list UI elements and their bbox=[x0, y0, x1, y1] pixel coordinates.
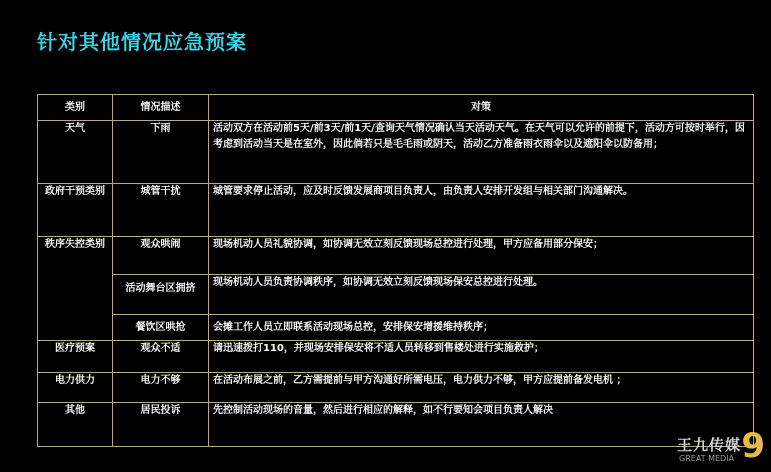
header-action: 对策 bbox=[209, 95, 754, 121]
row-category: 医疗预案 bbox=[38, 341, 113, 373]
emergency-plan-table bbox=[37, 94, 754, 447]
row-category: 天气 bbox=[38, 121, 113, 184]
row-action: 请迅速拨打110，并现场安排保安将不适人员转移到售楼处进行实施救护； bbox=[209, 341, 754, 373]
header-situation: 情况描述 bbox=[113, 95, 209, 121]
table-row bbox=[38, 341, 754, 373]
row-situation: 下雨 bbox=[113, 121, 209, 184]
row-action: 现场机动人员礼貌协调，如协调无效立刻反馈现场总控进行处理，甲方应备用部分保安； bbox=[209, 237, 754, 275]
table-row bbox=[38, 403, 754, 447]
row-category: 电力供力 bbox=[38, 373, 113, 403]
row-situation: 活动舞台区拥挤 bbox=[113, 275, 209, 315]
row-action: 现场机动人员负责协调秩序，如协调无效立刻反馈现场保安总控进行处理。 bbox=[209, 275, 754, 315]
logo-subtext: GREAT MEDIA bbox=[679, 454, 735, 463]
table-row bbox=[38, 275, 754, 315]
table-header-row bbox=[38, 95, 754, 121]
row-situation: 观众不适 bbox=[113, 341, 209, 373]
table-row bbox=[38, 121, 754, 184]
row-situation: 居民投诉 bbox=[113, 403, 209, 447]
row-action: 在活动布展之前，乙方需提前与甲方沟通好所需电压，电力供力不够，甲方应提前备发电机 ； bbox=[209, 373, 754, 403]
row-situation: 电力不够 bbox=[113, 373, 209, 403]
row-category: 政府干预类别 bbox=[38, 184, 113, 237]
row-situation: 城管干扰 bbox=[113, 184, 209, 237]
table-row bbox=[38, 184, 754, 237]
table-row bbox=[38, 237, 754, 275]
row-category: 其他 bbox=[38, 403, 113, 447]
row-situation: 观众哄闹 bbox=[113, 237, 209, 275]
logo-nine-icon: 9 bbox=[741, 426, 765, 466]
row-action: 活动双方在活动前5天/前3天/前1天/查询天气情况确认当天活动天气。在天气可以允许的前提下，活动方可按时举行，因考虑到活动当天是在室外，因此倘若只是毛毛雨或阴天，活动乙方准备雨衣雨伞以及遮阳伞以防备用； bbox=[209, 121, 754, 184]
logo-text: 王九传媒 bbox=[677, 436, 742, 454]
row-action: 城管要求停止活动，应及时反馈发展商项目负责人，由负责人安排开发组与相关部门沟通解决。 bbox=[209, 184, 754, 237]
header-category: 类别 bbox=[38, 95, 113, 121]
row-situation: 餐饮区哄抢 bbox=[113, 315, 209, 341]
page-title: 针对其他情况应急预案 bbox=[37, 30, 247, 54]
brand-logo bbox=[677, 426, 765, 468]
table-row bbox=[38, 373, 754, 403]
table-row bbox=[38, 315, 754, 341]
row-action: 会摊工作人员立即联系活动现场总控，安排保安增援维持秩序； bbox=[209, 315, 754, 341]
row-action: 先控制活动现场的音量，然后进行相应的解释，如不行要知会项目负责人解决 bbox=[209, 403, 754, 447]
row-category: 秩序失控类别 bbox=[38, 237, 113, 341]
